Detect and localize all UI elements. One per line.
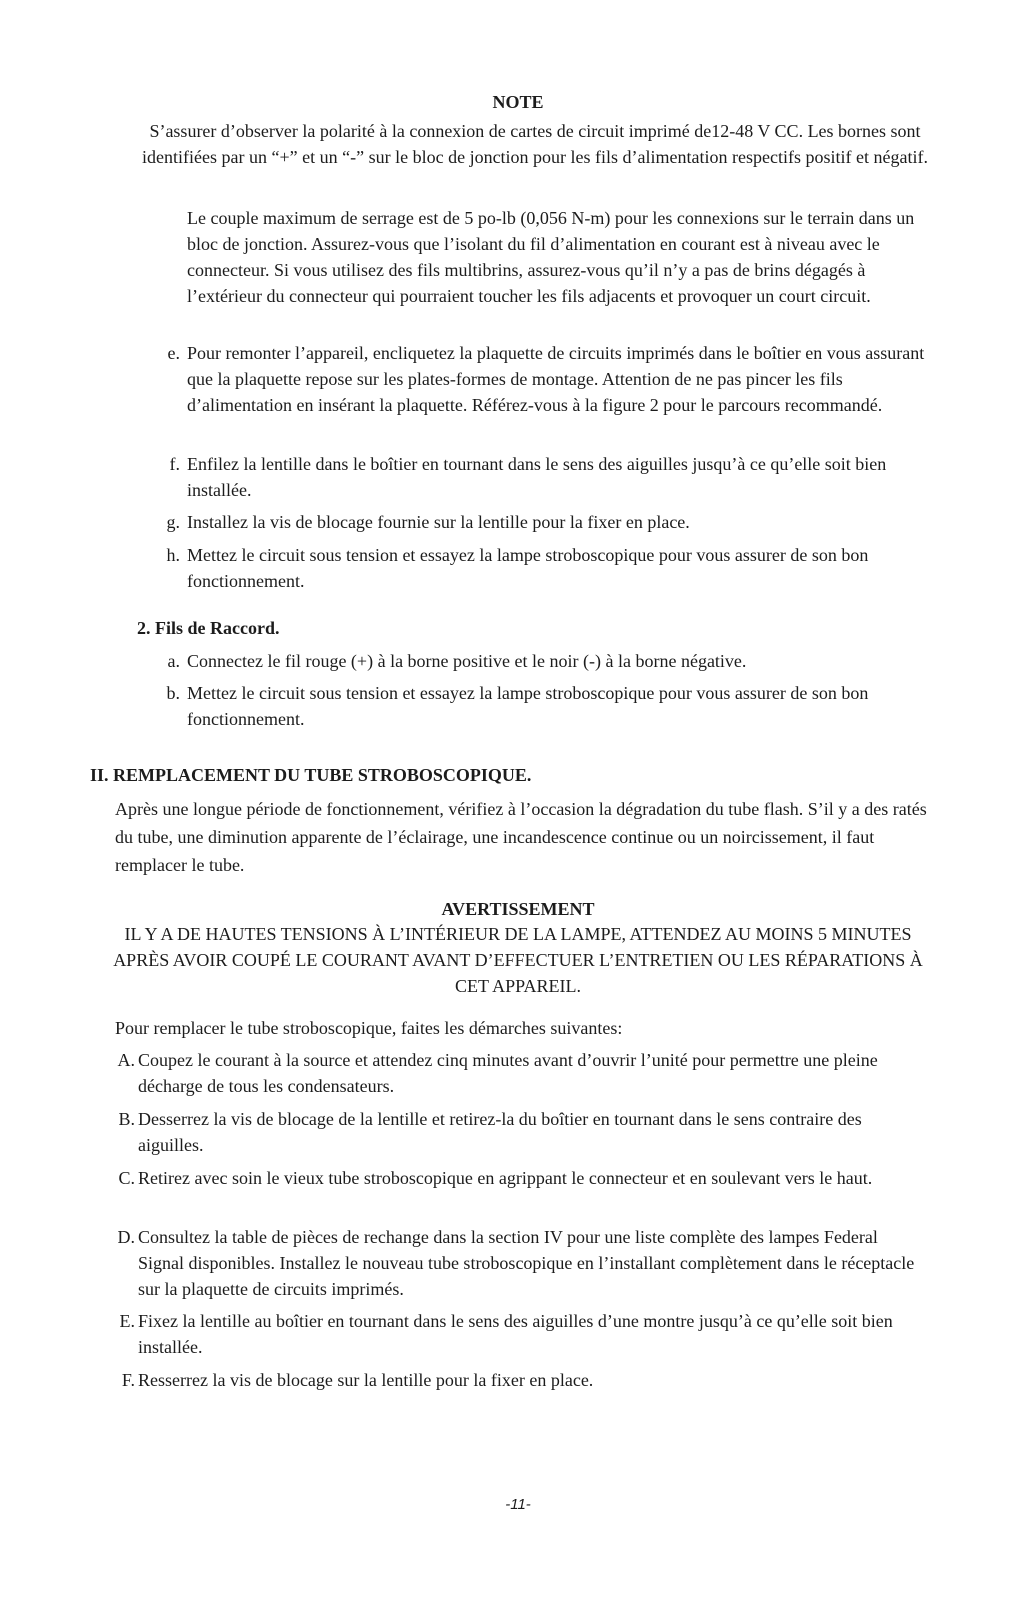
step-marker: E. xyxy=(119,1311,135,1331)
step-text: Retirez avec soin le vieux tube stroboscopique en agrippant le connecteur et en soulevant vers le haut. xyxy=(138,1168,873,1188)
step-text: Enfilez la lentille dans le boîtier en tournant dans le sens des aiguilles jusqu’à ce qu’elle soit bien installée. xyxy=(187,454,887,500)
step-a xyxy=(150,648,925,674)
step-text: Coupez le courant à la source et attendez cinq minutes avant d’ouvrir l’unité pour permettre une pleine décharge de tous les condensateurs. xyxy=(138,1050,878,1096)
page-number: -11- xyxy=(505,1496,531,1513)
step-marker: C. xyxy=(118,1168,135,1188)
warning-text: IL Y A DE HAUTES TENSIONS À L’INTÉRIEUR DE LA LAMPE, ATTENDEZ AU MOINS 5 MINUTES APRÈS AVOIR COUPÉ LE COURANT AVANT D’EFFECTUER L’ENTRETIEN OU LES RÉPARATIONS À CET APPAREIL. xyxy=(113,924,923,996)
step-text: Consultez la table de pièces de rechange dans la section IV pour une liste complète des lampes Federal Signal disponibles. Installez le nouveau tube stroboscopique en l’installant complètement dans le réceptacle sur la plaquette de circuits imprimés. xyxy=(138,1227,915,1299)
replace-step-D xyxy=(110,1224,925,1302)
step-marker: b. xyxy=(166,683,180,703)
step-text: Connectez le fil rouge (+) à la borne positive et le noir (-) à la borne négative. xyxy=(187,651,747,671)
step-marker: f. xyxy=(169,454,180,474)
step-text: Installez la vis de blocage fournie sur la lentille pour la fixer en place. xyxy=(187,512,690,532)
step-marker: B. xyxy=(118,1109,135,1129)
torque-paragraph: Le couple maximum de serrage est de 5 po-lb (0,056 N-m) pour les connexions sur le terrain dans un bloc de jonction. Assurez-vous que l’isolant du fil d’alimentation en courant est à niveau avec le connecteur. Si vous utilisez des fils multibrins, assurez-vous qu’il n’y a pas de brins dégagés à l’extérieur du connecteur qui pourraient toucher les fils adjacents et provoquer un court circuit. xyxy=(187,208,915,306)
step-e xyxy=(150,340,925,418)
step-f xyxy=(150,451,925,503)
step-text: Pour remonter l’appareil, encliquetez la plaquette de circuits imprimés dans le boîtier en vous assurant que la plaquette repose sur les plates-formes de montage. Attention de ne pas pincer les fils d’alimentation en insérant la plaquette. Référez-vous à la figure 2 pour le parcours recommandé. xyxy=(187,343,925,415)
step-marker: e. xyxy=(167,343,180,363)
warning-title: AVERTISSEMENT xyxy=(441,899,595,919)
step-g xyxy=(150,509,925,535)
step-text: Desserrez la vis de blocage de la lentille et retirez-la du boîtier en tournant dans le sens contraire des aiguilles. xyxy=(138,1109,862,1155)
step-marker: F. xyxy=(121,1370,135,1390)
note-title: NOTE xyxy=(492,92,544,112)
note-text: S’assurer d’observer la polarité à la connexion de cartes de circuit imprimé de12-48 V CC. Les bornes sont identifiées par un “+” et un “-” sur le bloc de jonction pour les fils d’alimentation respectifs positif et négatif. xyxy=(142,121,928,167)
step-text: Mettez le circuit sous tension et essayez la lampe stroboscopique pour vous assurer de son bon fonctionnement. xyxy=(187,683,869,729)
replace-step-E xyxy=(110,1308,925,1360)
replace-step-F xyxy=(110,1367,925,1393)
step-marker: g. xyxy=(166,512,180,532)
step-marker: A. xyxy=(117,1050,135,1070)
step-marker: h. xyxy=(166,545,180,565)
step-marker: D. xyxy=(117,1227,135,1247)
step-h xyxy=(150,542,925,594)
replace-intro: Pour remplacer le tube stroboscopique, faites les démarches suivantes: xyxy=(115,1018,623,1038)
step-marker: a. xyxy=(167,651,180,671)
section-II-title: II. REMPLACEMENT DU TUBE STROBOSCOPIQUE. xyxy=(90,765,532,785)
replace-step-C xyxy=(110,1165,925,1191)
replace-step-A xyxy=(110,1047,925,1099)
section-II-intro: Après une longue période de fonctionnement, vérifiez à l’occasion la dégradation du tube flash. S’il y a des ratés du tube, une diminution apparente de l’éclairage, une incandescence continue ou un noircissement, il faut remplacer le tube. xyxy=(115,799,927,875)
step-b xyxy=(150,680,925,732)
step-text: Fixez la lentille au boîtier en tournant dans le sens des aiguilles d’une montre jusqu’à ce qu’elle soit bien installée. xyxy=(138,1311,893,1357)
replace-step-B xyxy=(110,1106,925,1158)
section-2-title: 2. Fils de Raccord. xyxy=(137,618,280,638)
step-text: Mettez le circuit sous tension et essayez la lampe stroboscopique pour vous assurer de son bon fonctionnement. xyxy=(187,545,869,591)
step-text: Resserrez la vis de blocage sur la lentille pour la fixer en place. xyxy=(138,1370,594,1390)
